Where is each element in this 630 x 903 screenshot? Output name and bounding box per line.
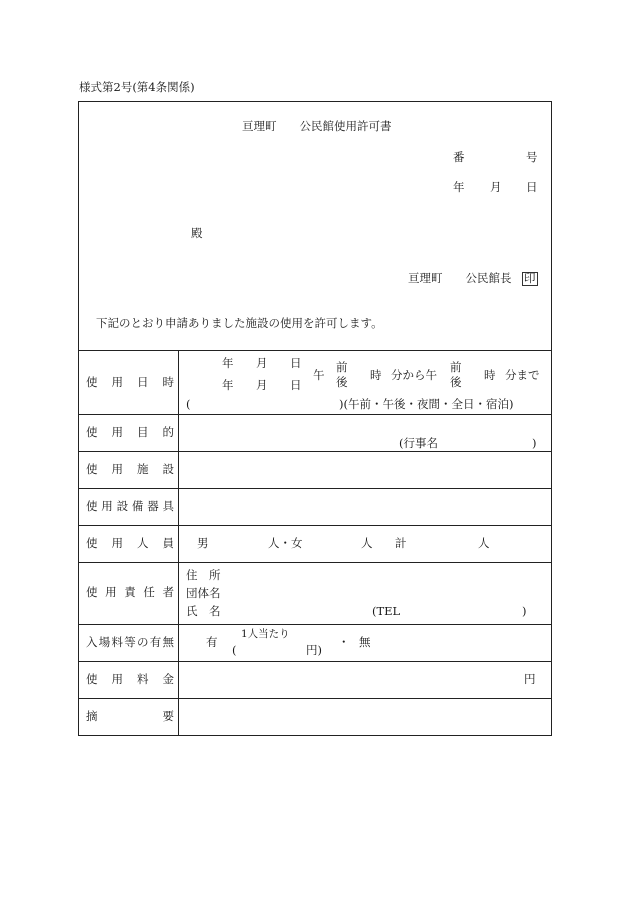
divider-line	[78, 698, 552, 699]
attendance-female: 人・女	[268, 536, 303, 550]
addressee-suffix: 殿	[191, 226, 203, 240]
dt-day-2: 日	[290, 378, 302, 392]
label-attendance: 使用人員	[86, 536, 174, 550]
dt-go-2: 後	[450, 375, 462, 389]
responsible-address: 住 所	[186, 568, 221, 582]
label-responsible: 使用責任者	[86, 585, 174, 599]
label-equipment: 使用設備器具	[86, 499, 174, 513]
admission-per-person: 1人当たり	[241, 628, 290, 640]
admission-separator: ・	[338, 635, 350, 649]
dt-from: 分から午	[391, 368, 437, 382]
responsible-tel-close: )	[522, 604, 527, 618]
dt-month-1: 月	[256, 356, 268, 370]
divider-line	[78, 350, 552, 351]
divider-line	[78, 562, 552, 563]
admission-yen: 円)	[306, 643, 322, 657]
divider-line	[78, 525, 552, 526]
seal-stamp: 印	[524, 271, 536, 285]
dt-year-2: 年	[222, 378, 234, 392]
attendance-person-total: 人	[478, 536, 490, 550]
form-number: 様式第2号(第4条関係)	[79, 80, 195, 94]
label-column-divider	[178, 350, 179, 736]
admission-no: 無	[359, 635, 371, 649]
dt-month-2: 月	[256, 378, 268, 392]
fee-yen: 円	[524, 672, 536, 686]
dt-made: 分まで	[505, 368, 540, 382]
number-char-ban: 番	[453, 150, 465, 164]
attendance-total: 計	[395, 536, 407, 550]
dt-day-1: 日	[290, 356, 302, 370]
divider-line	[78, 414, 552, 415]
event-name-close: )	[532, 436, 537, 450]
divider-line	[78, 488, 552, 489]
dt-period-options: )(午前・午後・夜間・全日・宿泊)	[339, 397, 514, 411]
issuer-name: 亘理町 公民館長	[408, 271, 512, 285]
dt-ji-2: 時	[484, 368, 496, 382]
dt-open-paren: (	[186, 397, 191, 411]
dt-ji-1: 時	[370, 368, 382, 382]
number-char-go: 号	[526, 150, 538, 164]
responsible-tel: (TEL	[372, 604, 401, 618]
label-admission: 入場料等の有無	[86, 635, 174, 649]
date-month-label: 月	[490, 180, 502, 194]
date-year-label: 年	[453, 180, 465, 194]
permit-statement: 下記のとおり申請ありました施設の使用を許可します。	[96, 316, 383, 330]
divider-line	[78, 624, 552, 625]
responsible-name: 氏 名	[186, 604, 221, 618]
label-summary: 摘要	[86, 709, 174, 723]
dt-year-1: 年	[222, 356, 234, 370]
label-facility: 使用施設	[86, 462, 174, 476]
responsible-group: 団体名	[186, 586, 221, 600]
label-purpose: 使用目的	[86, 425, 174, 439]
dt-gozen: 午	[313, 368, 325, 382]
date-day-label: 日	[526, 180, 538, 194]
divider-line	[78, 451, 552, 452]
attendance-male: 男	[197, 536, 209, 550]
divider-line	[78, 661, 552, 662]
label-date-time: 使用日時	[86, 375, 174, 389]
attendance-person: 人	[361, 536, 373, 550]
admission-open-paren: (	[232, 643, 237, 657]
admission-yes: 有	[206, 635, 218, 649]
dt-go-1: 後	[336, 375, 348, 389]
form-title: 亘理町 公民館使用許可書	[242, 119, 392, 133]
label-fee: 使用料金	[86, 672, 174, 686]
event-name-label: (行事名	[399, 436, 438, 450]
dt-zen-1: 前	[336, 360, 348, 374]
dt-zen-2: 前	[450, 360, 462, 374]
